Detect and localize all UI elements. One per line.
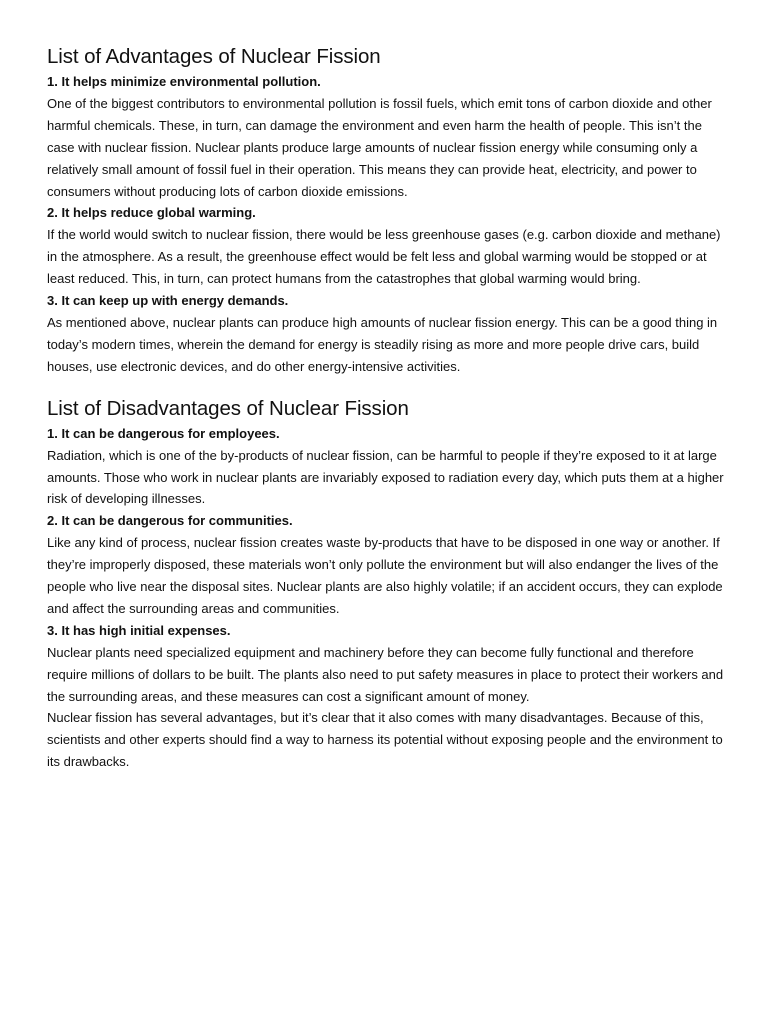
disadvantage-1-title: 1. It can be dangerous for employees. <box>47 425 280 441</box>
advantage-3-title: 3. It can keep up with energy demands. <box>47 293 289 309</box>
advantage-3-body: As mentioned above, nuclear plants can produce high amounts of nuclear fission energy. This can be a good thing in today’s modern times, wherein the demand for energy is steadily rising as more and more people drive cars, build houses, use electronic devices, and do other energy-intensive activities. <box>47 314 718 374</box>
disadvantage-3-body: Nuclear plants need specialized equipment and machinery before they can become fully functional and therefore require millions of dollars to be built. The plants also need to put safety measures in place to protect their workers and the surrounding areas, and these measures can cost a significant amount of money. <box>47 644 724 704</box>
disadvantages-heading: List of Disadvantages of Nuclear Fission <box>47 396 409 420</box>
closing-paragraph: Nuclear fission has several advantages, but it’s clear that it also comes with many disadvantages. Because of this, scientists and other experts should find a way to harness its potential without exposing people and the environment to its drawbacks. <box>47 710 723 770</box>
disadvantage-2-title: 2. It can be dangerous for communities. <box>47 513 293 529</box>
disadvantages-section <box>47 395 728 774</box>
advantages-heading: List of Advantages of Nuclear Fission <box>47 45 381 68</box>
advantage-1-title: 1. It helps minimize environmental pollution. <box>47 74 321 89</box>
disadvantage-1-body: Radiation, which is one of the by-products of nuclear fission, can be harmful to people if they’re exposed to it at large amounts. Those who work in nuclear plants are invariably exposed to radiation every day, which puts them at a higher risk of developing illnesses. <box>47 447 724 507</box>
advantages-section <box>47 43 728 378</box>
disadvantage-3-title: 3. It has high initial expenses. <box>47 622 231 638</box>
advantage-2-body: If the world would switch to nuclear fission, there would be less greenhouse gases (e.g. carbon dioxide and methane) in the atmosphere. As a result, the greenhouse effect would be felt less and global warming would be stopped or at least reduced. This, in turn, can protect humans from the catastrophes that global warming would bring. <box>47 227 721 287</box>
advantage-1-body: One of the biggest contributors to environmental pollution is fossil fuels, which emit tons of carbon dioxide and other harmful chemicals. These, in turn, can damage the environment and even harm the health of people. This isn’t the case with nuclear fission. Nuclear plants produce large amounts of nuclear fission energy while consuming only a relatively small amount of fossil fuel in their operation. This means they can provide heat, electricity, and power to consumers without producing lots of carbon dioxide emissions. <box>47 95 712 199</box>
disadvantage-2-body: Like any kind of process, nuclear fission creates waste by-products that have to be disposed in one way or another. If they’re improperly disposed, these materials won’t only pollute the environment but will also endanger the lives of the people who live near the disposal sites. Nuclear plants are also highly volatile; if an accident occurs, they can explode and affect the surrounding areas and communities. <box>47 535 723 616</box>
advantage-2-title: 2. It helps reduce global warming. <box>47 205 256 221</box>
